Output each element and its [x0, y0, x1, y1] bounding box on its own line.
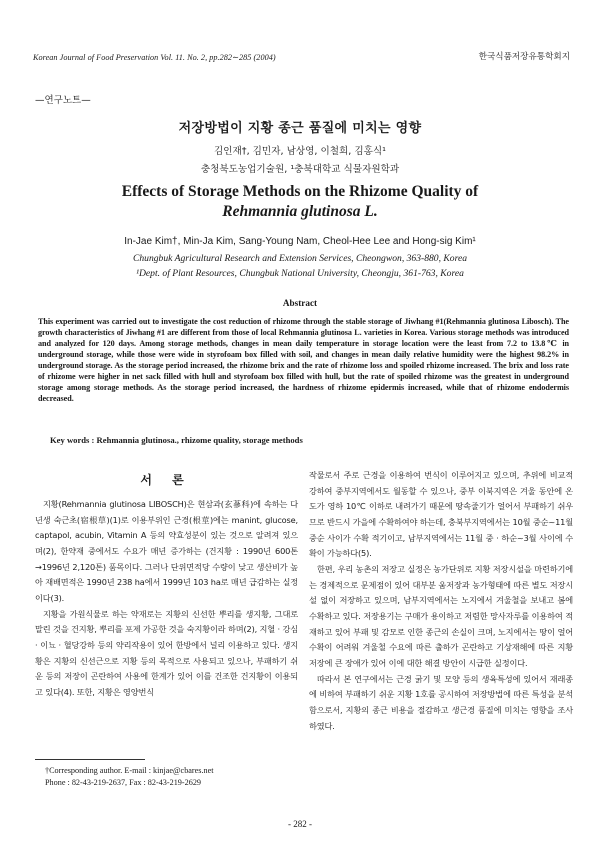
keywords	[50, 435, 303, 445]
intro-paragraph: 지황(Rehmannia glutinosa LIBOSCH)은 현삼과(玄蔘科)에 속하는 다년생 숙근초(宿根草)(1)로 이용부위인 근경(根莖)에는 manint, glucose, captapol, acubin, Vitamin A 등의 약효성분이 있는 것으로 알려져 있으며(2), 한약재 중에서도 수요가 매년 증가하는 (건지황 : 1990년 600톤→1996년 2,120톤) 품목이다. 그러나 단위면적당 수량이 낮고 생산비가 높아 재배면적은 1990년 238 ha에서 1999년 103 ha로 매년 급감하는 실정이다(3).	[35, 499, 298, 603]
korean-title: 저장방법이 지황 종근 품질에 미치는 영향	[178, 121, 422, 136]
intro-paragraph: 한편, 우리 농촌의 저장고 실정은 농가단위로 지황 저장시설을 마련하기에는 경제적으로 문제점이 있어 대부분 움저장과 농가형태에 따른 별도 저장시설 없이 저장하고 있으며, 남부지역에서는 노지에서 겨울철을 보내고 봄에 수확하고 있다. 저장용기는 구매가 용이하고 저렴한 망사자루를 이용하여 적재하고 있어 부패 및 감모로 인한 종근의 손실이 크며, 노지에서는 땅이 얼어 수확이 어려워 겨울철 수요에 따른 출하가 곤란하고 기상재해에 따른 지황 저장에 큰 장애가 있어 이에 대한 해결 방안이 시급한 실정이다.	[309, 563, 573, 668]
keywords-terms: Rehmannia glutinosa., rhizome quality, storage methods	[96, 435, 303, 445]
abstract-body: This experiment was carried out to investigate the cost reduction of rhizome through the stable storage of Jiwhang #1(Rehmannia glutinosa Libosch). The growth characteristics of Jiwhang #1 are different from those of local Rehmannia glutinosa L. varieties in Korea. Various storage methods was introduced and analyzed for 120 days. Among storage methods, changes in mean daily temperature in storage location were the least from 7.2 to 13.8℃ in underground storage, while those were wide in styrofoam box filled with soil, and changes in mean daily relative humidity were the highest 98.2% in underground storage. As the storage period increased, the rhizome brix and the rate of rhizome loss and spoiled rhizome increased. The brix and loss rate of rhizome were higher in net sack filled with hull and styrofoam box filled with hull, but the rate of spoiled rhizome was the greatest in underground storage among storage methods. As the storage period increased, the hardness of rhizome epidermis increased, while that of rhizome endodermis decreased.	[38, 317, 569, 404]
footnote	[45, 765, 214, 789]
society-name: 한국식품저장유통학회지	[478, 52, 570, 62]
journal-citation: Korean Journal of Food Preservation Vol. 11. No. 2, pp.282∼285 (2004)	[33, 53, 276, 62]
english-title-line2: Rehmannia glutinosa L.	[222, 203, 378, 220]
body-column-left	[35, 497, 298, 701]
intro-paragraph: 작물로서 주로 근경을 이용하여 번식이 이루어지고 있으며, 추위에 비교적 강하여 중부지역에서도 월동할 수 있으나, 중부 이북지역은 겨울 동안에 온도가 영하 10℃ 이하로 내려가기 때문에 땅속줄기가 얼어서 부패하기 쉬우므로 반드시 가을에 수확하여야 하는데, 충북부지역에서는 10월 중순~11월 중순 사이가 수확 적기이고, 남부지역에서는 11월 중 · 하순~3월 사이에 수확이 가능하다(5).	[309, 470, 573, 559]
introduction-heading: 서 론	[140, 473, 192, 487]
english-title-line1: Effects of Storage Methods on the Rhizome Quality of	[121, 183, 479, 200]
korean-authors: 김인재†, 김민자, 남상영, 이철희, 김홍식¹	[213, 146, 387, 157]
section-tag: —연구노트—	[35, 95, 91, 106]
english-affiliation-1: Chungbuk Agricultural Research and Extension Services, Cheongwon, 363-880, Korea	[132, 253, 468, 264]
page-number: - 282 -	[288, 819, 312, 829]
footnote-divider	[35, 759, 145, 760]
abstract-heading: Abstract	[282, 298, 318, 308]
english-affiliation-2: ¹Dept. of Plant Resources, Chungbuk National University, Cheongju, 361-763, Korea	[136, 268, 464, 279]
english-authors: In-Jae Kim†, Min-Ja Kim, Sang-Young Nam, Cheol-Hee Lee and Hong-sig Kim¹	[124, 236, 476, 247]
keywords-label: Key words :	[50, 435, 97, 445]
korean-affiliation: 충청북도농업기술원, ¹충북대학교 식물자원학과	[200, 164, 400, 175]
body-column-right	[309, 468, 573, 734]
footnote-phone-fax: Phone : 82-43-219-2637, Fax : 82-43-219-2629	[45, 778, 202, 787]
intro-paragraph: 따라서 본 연구에서는 근경 굵기 및 모양 등의 생육특성에 있어서 재래종에 비하여 부패하기 쉬운 지황 1호를 공시하여 저장방법에 따른 특성을 분석함으로서, 지황의 종근 비용을 절감하고 생근경 품질에 미치는 영향을 조사하였다.	[309, 673, 573, 731]
footnote-author-email: †Corresponding author. E-mail : kinjae@cbares.net	[45, 766, 214, 775]
intro-paragraph: 지황을 가원식물로 하는 약재로는 지황의 신선한 뿌리를 생지황, 그대로 말린 것을 건지황, 뿌리를 포제 가공한 것을 숙지황이라 하며(2), 지혈 · 강심 · 이뇨 · 혈당강하 등의 약리작용이 있어 한방에서 널리 이용하고 있다. 생지황은 지황의 신선근으로 지황 등의 목적으로 사용되고 있으나, 부패하기 쉬운 등의 저장이 곤란하여 사용에 한계가 있어 이를 건조한 건지황이 이용되고 있다(4). 또한, 지황은 영양번식	[35, 608, 298, 697]
